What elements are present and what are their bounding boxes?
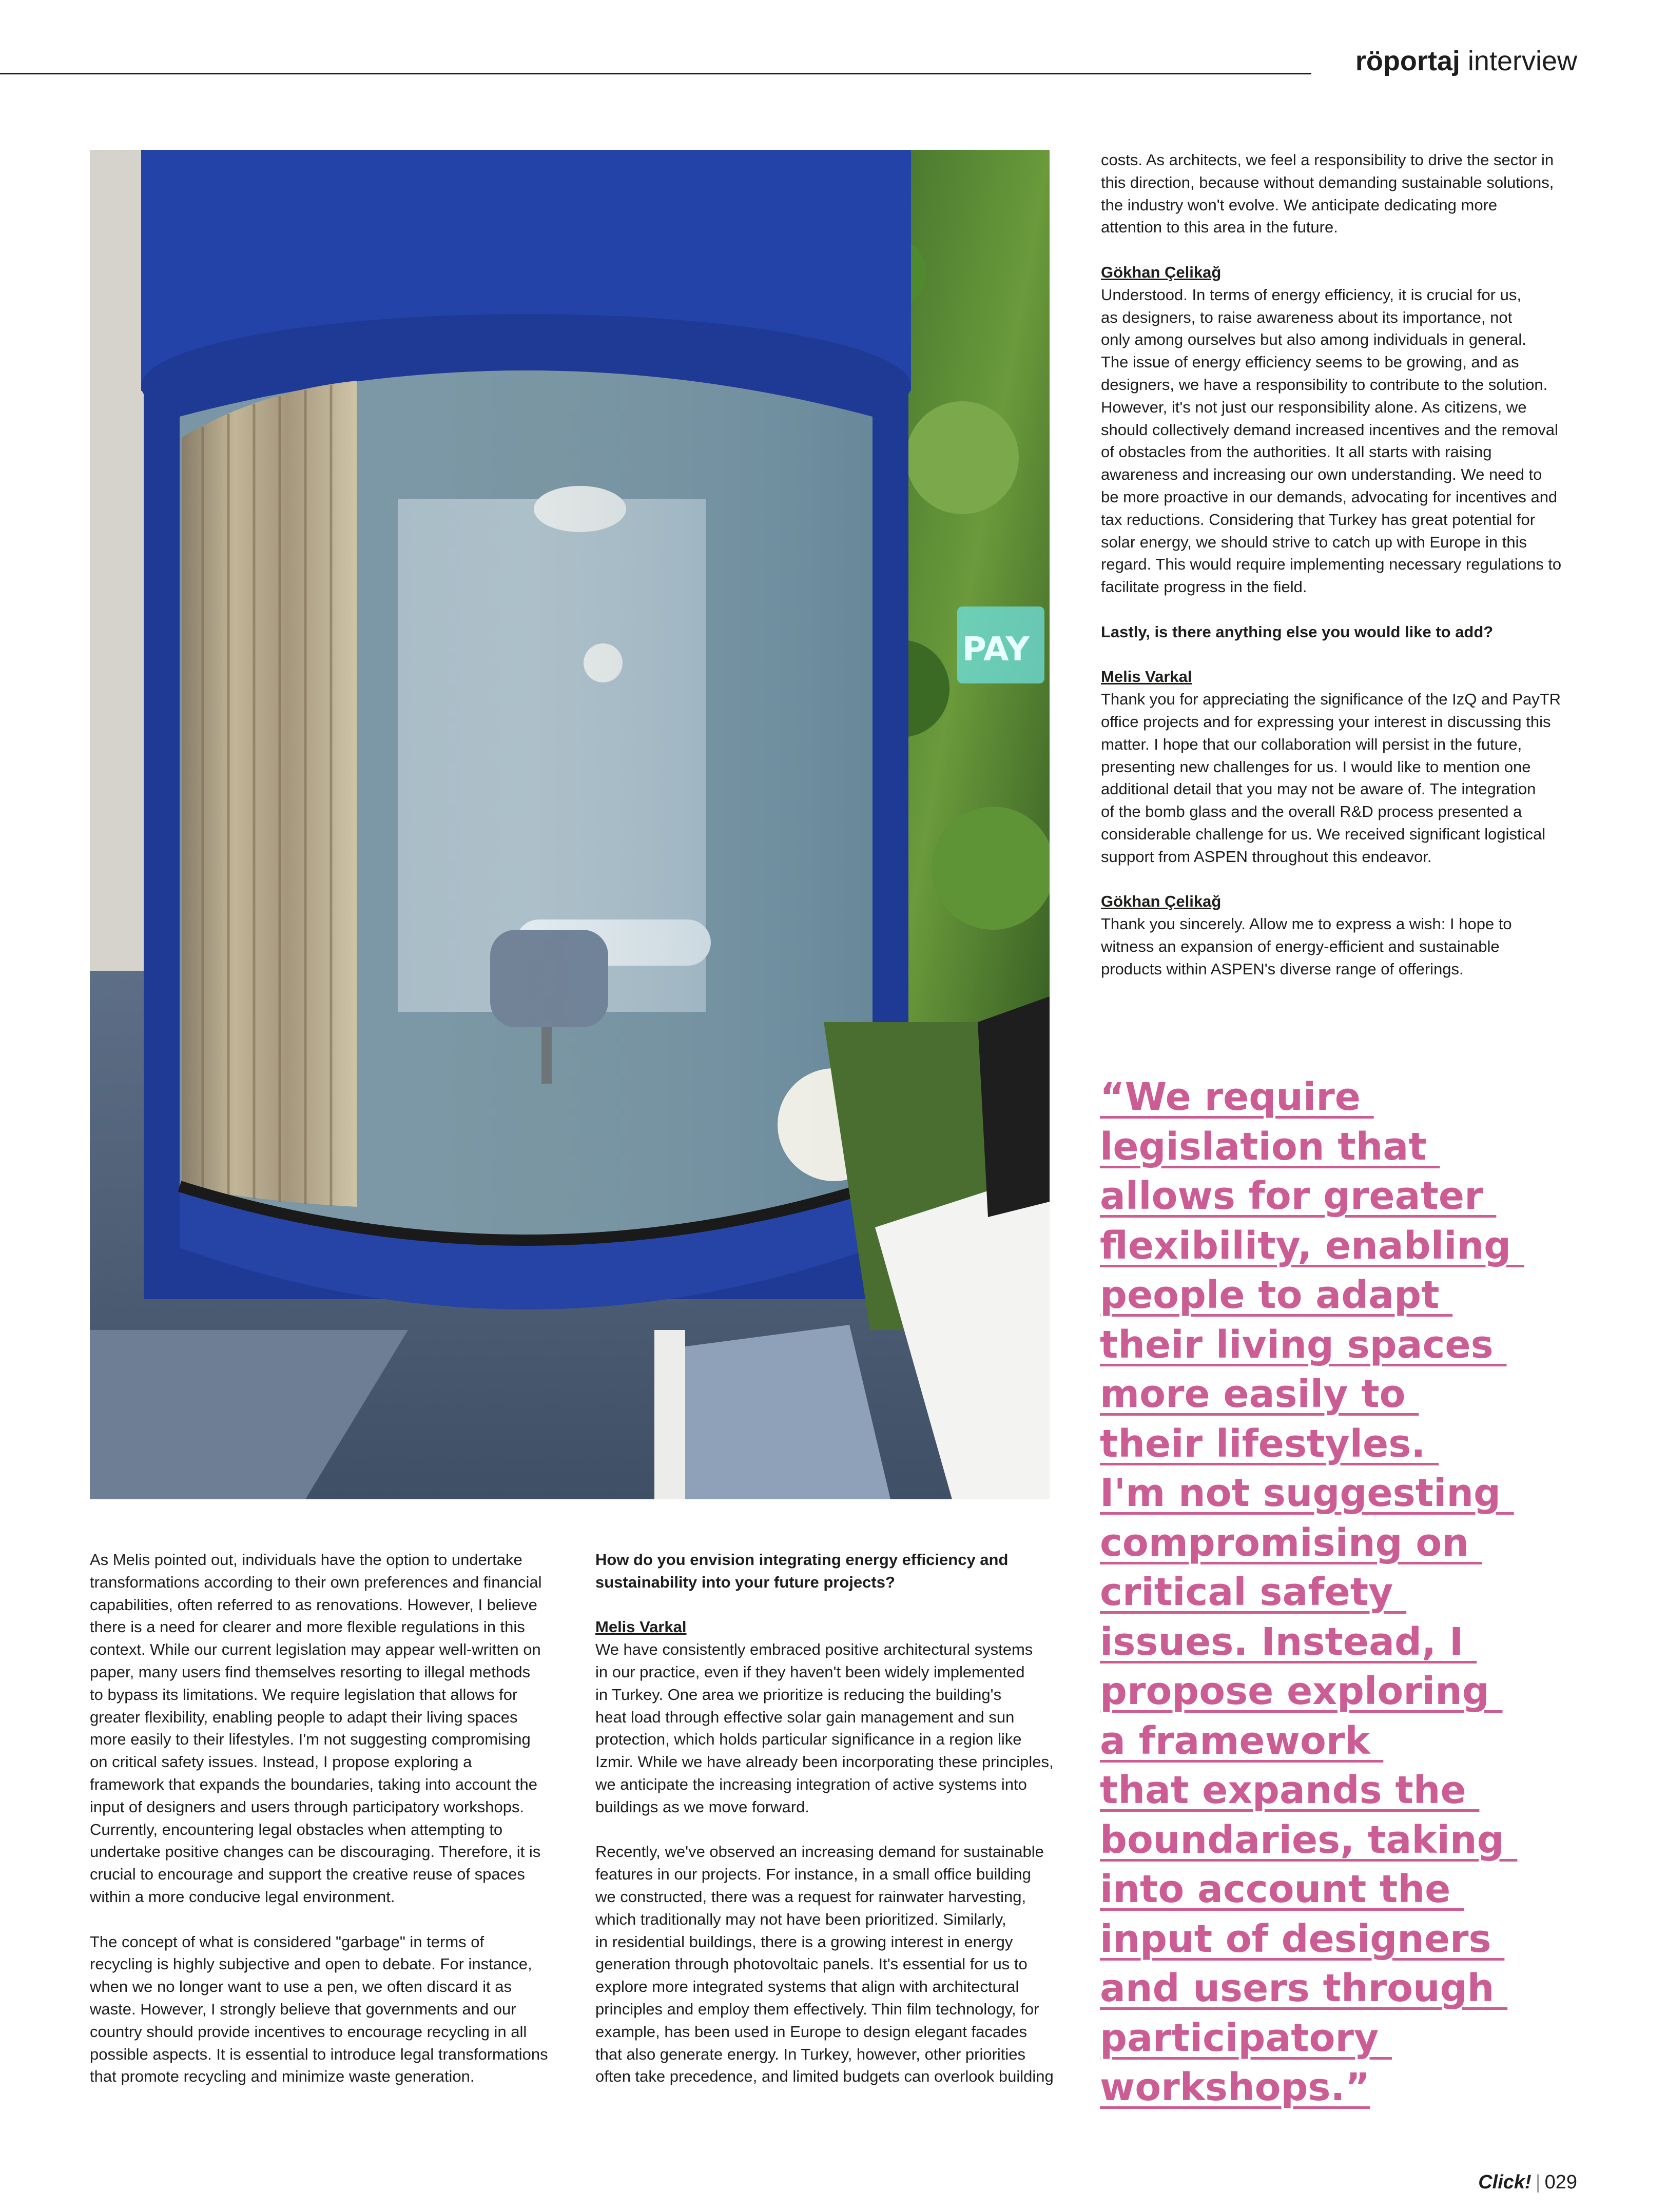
interview-question: Lastly, is there anything else you would like to add? bbox=[1101, 622, 1494, 641]
pull-quote-line: legislation that bbox=[1100, 1124, 1440, 1169]
pull-quote-line: their lifestyles. bbox=[1100, 1421, 1439, 1466]
pull-quote-line: critical safety bbox=[1100, 1570, 1407, 1614]
interview-question: How do you envision integrating energy efficiency and sustainability into your future projects? bbox=[595, 1551, 1009, 1591]
pull-quote-line: workshops.” bbox=[1100, 2065, 1370, 2109]
paragraph: costs. As architects, we feel a responsibility to drive the sector in this direction, because without demanding sustainable solutions, the industry won't evolve. We anticipate dedicating more attention to this area in the future. bbox=[1101, 151, 1554, 237]
pull-quote-line: compromising on bbox=[1100, 1520, 1482, 1565]
pull-quote-line: I'm not suggesting bbox=[1100, 1471, 1514, 1515]
pull-quote-line: propose exploring bbox=[1100, 1669, 1503, 1713]
pull-quote-line: people to adapt bbox=[1100, 1273, 1453, 1317]
pull-quote-line: their living spaces bbox=[1100, 1322, 1507, 1367]
pull-quote-line: more easily to bbox=[1100, 1372, 1419, 1416]
paragraph: As Melis pointed out, individuals have the option to undertake transformations according to their own preferences and financial capabilities, often referred to as renovations. However, I believe there is a need for clearer and more flexible regulations in this context. While our current legislation may appear well-written on paper, many users find themselves resorting to illegal methods to bypass its limitations. We require legislation that allows for greater flexibility, enabling people to adapt their living spaces more easily to their lifestyles. I'm not suggesting compromising on critical safety issues. Instead, I propose exploring a framework that expands the boundaries, taking into account the input of designers and users through participatory workshops. Currently, encountering legal obstacles when attempting to undertake positive changes can be discouraging. Therefore, it is crucial to encourage and support the creative reuse of spaces within a more conducive legal environment. bbox=[90, 1551, 542, 1906]
paragraph: Understood. In terms of energy efficiency, it is crucial for us, as designers, to raise awareness about its importance, not only among ourselves but also among individuals in general. The issue of energy efficiency seems to be growing, and as designers, we have a responsibility to contribute to the solution. However, it's not just our responsibility alone. As citizens, we should collectively demand increased incentives and the removal of obstacles from the authorities. It all starts with raising awareness and increasing our own understanding. We need to be more proactive in our demands, advocating for incentives and tax reductions. Considering that Turkey has great potential for solar energy, we should strive to catch up with Europe in this regard. This would require implementing necessary regulations to facilitate progress in the field. bbox=[1101, 285, 1562, 596]
pull-quote-line: allows for greater bbox=[1100, 1174, 1497, 1218]
photo-sign-text: PAY bbox=[962, 631, 1030, 669]
speaker-name: Gökhan Çelikağ bbox=[1101, 892, 1222, 911]
pull-quote-line: issues. Instead, I bbox=[1100, 1619, 1477, 1664]
pull-quote-line: boundaries, taking bbox=[1100, 1817, 1518, 1862]
column-right bbox=[1101, 149, 1588, 980]
page-footer bbox=[1478, 2171, 1577, 2194]
answer-block bbox=[1101, 665, 1588, 868]
pull-quote-line: and users through bbox=[1100, 1966, 1508, 2010]
paragraph: Recently, we've observed an increasing demand for sustainable features in our projects. For instance, in a small office building we constructed, there was a request for rainwater harvesting, which traditionally may not have been prioritized. Similarly, in residential buildings, there is a growing interest in energy generation through photovoltaic panels. It's essential for us to explore more integrated systems that align with architectural principles and employ them effectively. Thin film technology, for example, has been used in Europe to design elegant facades that also generate energy. In Turkey, however, other priorities often take precedence, and limited budgets can overlook building bbox=[595, 1843, 1054, 2086]
section-label-tr: röportaj bbox=[1355, 46, 1460, 76]
pull-quote-line: “We require bbox=[1100, 1075, 1374, 1119]
magazine-brand: Click! bbox=[1478, 2171, 1532, 2193]
pull-quote-line: input of designers bbox=[1100, 1916, 1505, 1961]
paragraph: We have consistently embraced positive architectural systems in our practice, even if they haven't been widely implemented in Turkey. One area we prioritize is reducing the building's heat load through effective solar gain management and sun protection, which holds particular significance in a region like Izmir. While we have already been incorporating these principles, we anticipate the increasing integration of active systems into buildings as we move forward. bbox=[595, 1640, 1054, 1816]
office-photo bbox=[90, 150, 1050, 1499]
speaker-name: Melis Varkal bbox=[1101, 668, 1192, 686]
paragraph: Thank you sincerely. Allow me to express a wish: I hope to witness an expansion of energy-efficient and sustainable products within ASPEN's diverse range of offerings. bbox=[1101, 915, 1512, 978]
pull-quote-line: participatory bbox=[1100, 2015, 1392, 2060]
pull-quote-line: a framework bbox=[1100, 1718, 1384, 1763]
paragraph: The concept of what is considered "garbage" in terms of recycling is highly subjective and open to debate. For instance, when we no longer want to use a pen, we often discard it as waste. However, I strongly believe that governments and our country should provide incentives to encourage recycling in all possible aspects. It is essential to introduce legal transformations that promote recycling and minimize waste generation. bbox=[90, 1932, 548, 2086]
footer-separator: | bbox=[1535, 2171, 1541, 2193]
paragraph: Thank you for appreciating the significance of the IzQ and PayTR office projects and for expressing your interest in discussing this matter. I hope that our collaboration will persist in the future, presenting new challenges for us. I would like to mention one additional detail that you may not be aware of. The integration of the bomb glass and the overall R&D process presented a considerable challenge for us. We received significant logistical support from ASPEN throughout this endeavor. bbox=[1101, 690, 1561, 866]
answer-block bbox=[1101, 890, 1588, 980]
answer-block bbox=[595, 1616, 1083, 1818]
pull-quote-line: that expands the bbox=[1100, 1768, 1480, 1812]
section-header bbox=[1355, 47, 1577, 75]
answer-block bbox=[1101, 261, 1588, 598]
section-label-en: interview bbox=[1467, 46, 1577, 76]
photo-illustration bbox=[90, 150, 1050, 1499]
column-middle bbox=[595, 1549, 1083, 2088]
column-left bbox=[90, 1549, 588, 2088]
pull-quote-line: into account the bbox=[1100, 1867, 1464, 1911]
speaker-name: Gökhan Çelikağ bbox=[1101, 263, 1222, 281]
pull-quote-line: flexibility, enabling bbox=[1100, 1223, 1524, 1268]
header-rule bbox=[0, 73, 1311, 74]
page-number: 029 bbox=[1544, 2171, 1577, 2193]
pull-quote bbox=[1100, 1072, 1613, 2112]
speaker-name: Melis Varkal bbox=[595, 1618, 687, 1636]
